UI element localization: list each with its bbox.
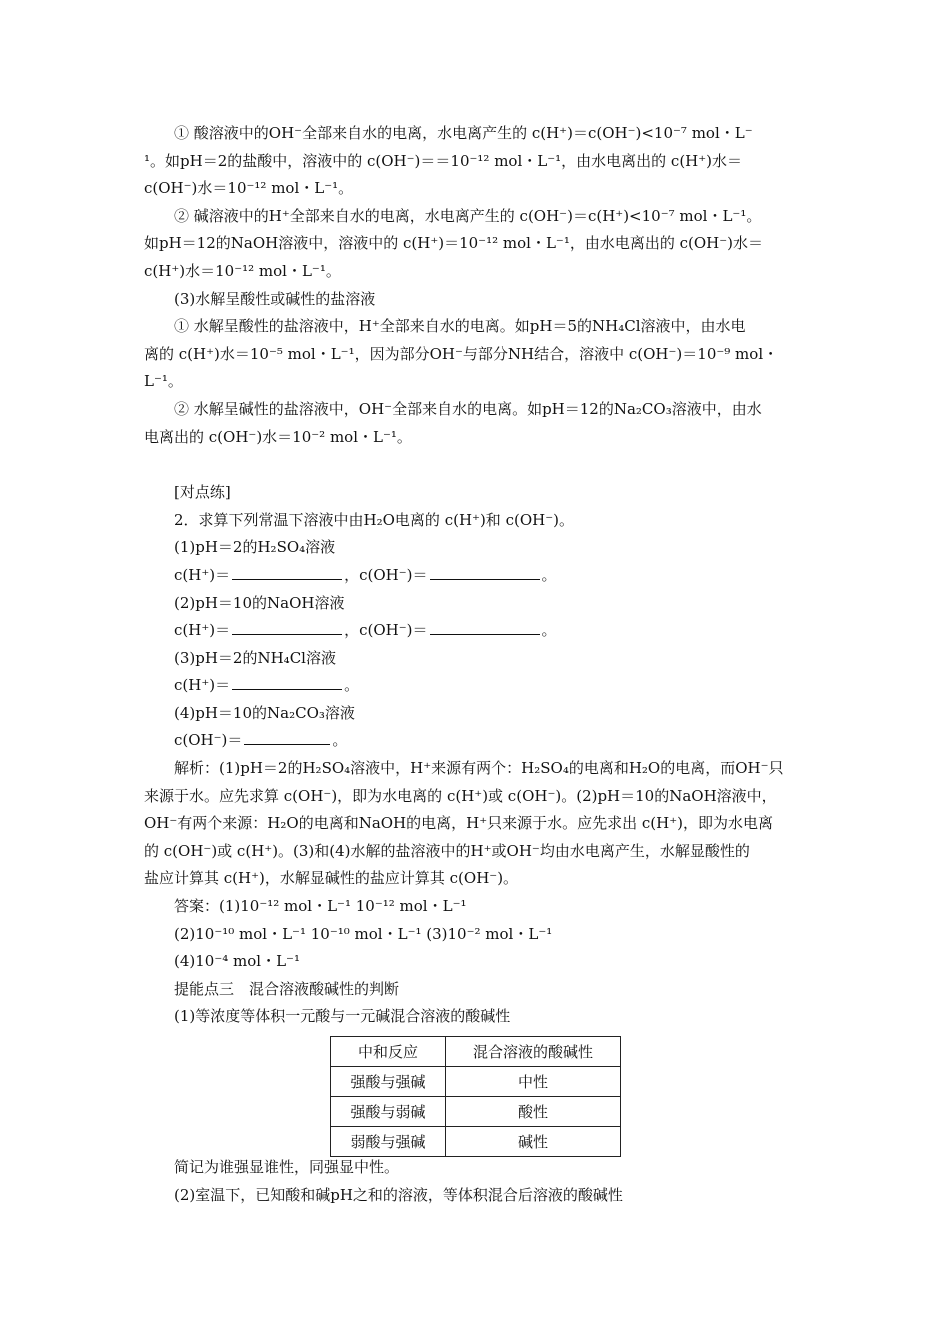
q2-end: 。 [541,621,557,640]
q2-answer-line [144,617,814,645]
q2-h-blank[interactable] [232,619,342,635]
q1-title: (1)pH＝2的H₂SO₄溶液 [174,538,336,557]
q1-end: 。 [541,565,557,584]
q2-oh-label: ，c(OH⁻)＝ [344,621,428,640]
q3-answer-line [144,672,814,700]
q4-oh-label: c(OH⁻)＝ [174,731,243,750]
table-cell: 酸性 [446,1097,621,1127]
page-body [144,120,814,1031]
q1-h-label: c(H⁺)＝ [174,565,231,584]
answer-line-2: (2)10⁻¹⁰ mol・L⁻¹ 10⁻¹⁰ mol・L⁻¹ (3)10⁻² mol・L⁻¹ [174,924,553,943]
base-line-2: 如pH＝12的NaOH溶液中，溶液中的 c(H⁺)＝10⁻¹² mol・L⁻¹，由水电离出的 c(OH⁻)水＝ [144,234,764,253]
table-cell: 弱酸与强碱 [331,1127,446,1157]
table-row [331,1097,621,1127]
answer-line-3: (4)10⁻⁴ mol・L⁻¹ [174,952,300,971]
analysis-line-3: OH⁻有两个来源：H₂O的电离和NaOH的电离，H⁺只来源于水。应先求出 c(H⁺)，即为水电离 [144,814,774,833]
table-row [331,1127,621,1157]
table-cell: 强酸与强碱 [331,1067,446,1097]
analysis-line-2: 来源于水。应先求算 c(OH⁻)，即为水电离的 c(H⁺)或 c(OH⁻)。(2)pH＝10的NaOH溶液中， [144,786,777,805]
practice-label: [对点练] [174,483,231,502]
q2-h-label: c(H⁺)＝ [174,621,231,640]
acid-line-1: ① 酸溶液中的OH⁻全部来自水的电离，水电离产生的 c(H⁺)＝c(OH⁻)<10⁻⁷ mol・L⁻ [174,124,753,142]
acid-line-3: c(OH⁻)水＝10⁻¹² mol・L⁻¹。 [144,179,354,198]
analysis-line-5: 盐应计算其 c(H⁺)，水解显碱性的盐应计算其 c(OH⁻)。 [144,869,519,888]
q4-title: (4)pH＝10的Na₂CO₃溶液 [174,703,355,722]
q3-h-label: c(H⁺)＝ [174,676,231,695]
q3-end: 。 [344,676,360,695]
salt-heading: (3)水解呈酸性或碱性的盐溶液 [174,289,376,308]
table-header-cell: 混合溶液的酸碱性 [446,1037,621,1067]
base-line-1: ② 碱溶液中的H⁺全部来自水的电离，水电离产生的 c(OH⁻)＝c(H⁺)<10⁻⁷ mol・L⁻¹。 [174,206,762,225]
salt-acid-line-1: ① 水解呈酸性的盐溶液中，H⁺全部来自水的电离。如pH＝5的NH₄Cl溶液中，由水电 [174,317,746,336]
table-header-row [331,1037,621,1067]
section3-sub1: (1)等浓度等体积一元酸与一元碱混合溶液的酸碱性 [174,1007,511,1026]
table-cell: 强酸与弱碱 [331,1097,446,1127]
q1-oh-label: ，c(OH⁻)＝ [344,565,428,584]
q2-oh-blank[interactable] [430,619,540,635]
table-cell: 中性 [446,1067,621,1097]
salt-base-line-2: 电离出的 c(OH⁻)水＝10⁻² mol・L⁻¹。 [144,427,412,446]
section3-title: 提能点三 混合溶液酸碱性的判断 [174,979,400,998]
acid-base-mix-table [330,1036,621,1157]
table-header-cell: 中和反应 [331,1037,446,1067]
q3-title: (3)pH＝2的NH₄Cl溶液 [174,648,336,667]
q4-oh-blank[interactable] [244,729,330,745]
analysis-line-1: 解析：(1)pH＝2的H₂SO₄溶液中，H⁺来源有两个：H₂SO₄的电离和H₂O的电离，而OH⁻只 [174,759,784,778]
practice-question: 2．求算下列常温下溶液中由H₂O电离的 c(H⁺)和 c(OH⁻)。 [174,510,574,529]
q1-answer-line [144,562,814,590]
salt-acid-line-2: 离的 c(H⁺)水＝10⁻⁵ mol・L⁻¹，因为部分OH⁻与部分NH结合，溶液中 c(OH⁻)＝10⁻⁹ mol・ [144,344,779,363]
q4-end: 。 [332,731,348,750]
salt-acid-line-3: L⁻¹。 [144,372,183,391]
q1-h-blank[interactable] [232,564,342,580]
q3-h-blank[interactable] [232,674,342,690]
section3-summary: 简记为谁强显谁性，同强显中性。 [174,1158,400,1176]
analysis-line-4: 的 c(OH⁻)或 c(H⁺)。(3)和(4)水解的盐溶液中的H⁺或OH⁻均由水电离产生，水解显酸性的 [144,841,750,860]
acid-line-2: ¹。如pH＝2的盐酸中，溶液中的 c(OH⁻)＝＝10⁻¹² mol・L⁻¹，由水电离出的 c(H⁺)水＝ [144,151,743,170]
salt-base-line-1: ② 水解呈碱性的盐溶液中，OH⁻全部来自水的电离。如pH＝12的Na₂CO₃溶液中，由水 [174,399,762,418]
table-cell: 碱性 [446,1127,621,1157]
q1-oh-blank[interactable] [430,564,540,580]
answer-line-1: 答案：(1)10⁻¹² mol・L⁻¹ 10⁻¹² mol・L⁻¹ [174,897,467,916]
table-row [331,1067,621,1097]
q4-answer-line [144,727,814,755]
base-line-3: c(H⁺)水＝10⁻¹² mol・L⁻¹。 [144,261,341,280]
section3-sub2: (2)室温下，已知酸和碱pH之和的溶液，等体积混合后溶液的酸碱性 [174,1186,623,1204]
q2-title: (2)pH＝10的NaOH溶液 [174,593,345,612]
